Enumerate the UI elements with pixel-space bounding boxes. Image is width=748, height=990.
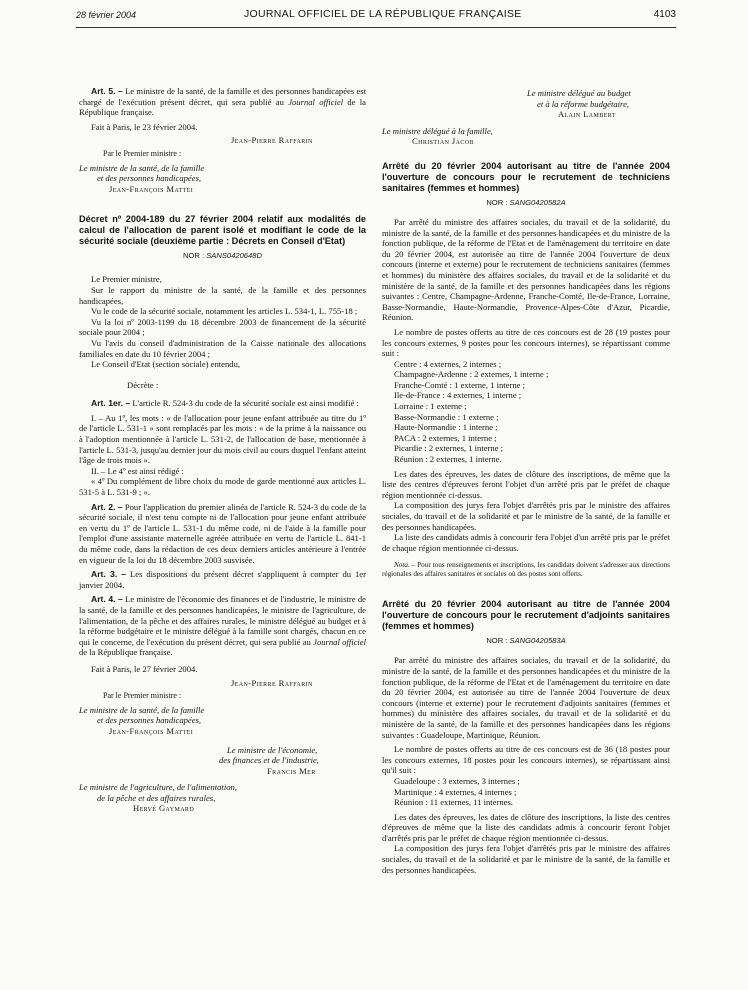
signature-role: et des personnes handicapées, [97, 715, 202, 726]
signature-role: Le ministre délégué à la famille, [382, 125, 493, 136]
preamble-line: Vu la loi nº 2003-1199 du 18 décembre 2003 de financement de la sécurité sociale pour 2004 ; [79, 316, 366, 338]
arrete-1-paragraph: La liste des candidats admis à concourir fera l'objet d'un arrêté pris par le préfet de chaque région mentionnée ci-dessus. [382, 532, 670, 553]
preamble-line: Le Conseil d'Etat (section sociale) entendu, [91, 359, 241, 370]
signature-name: Jean-François Mattei [109, 183, 194, 194]
nota: Nota. – Pour tous renseignements et inscriptions, les candidats doivent s'adresser aux directions régionales des affaires sanitaires et sociales où des postes sont offerts. [382, 561, 670, 579]
decree-nor: NOR : SANS0420648D [183, 251, 262, 261]
signature-name: Francis Mer [267, 765, 316, 776]
decrete: Décrète : [127, 379, 159, 390]
decree-title: Décret nº 2004-189 du 27 février 2004 relatif aux modalités de calcul de l'allocation de parent isolé et modifiant le code de la sécurité sociale (deuxième partie : Décrets en Conseil d'Etat) [79, 214, 366, 247]
arrete-2-list [382, 776, 670, 808]
signature-name: Jean-François Mattei [109, 725, 194, 736]
header-date: 28 février 2004 [76, 10, 137, 20]
right-column [382, 88, 670, 875]
article-1-item-4: « 4º Du complément de libre choix du mode de garde mentionné aux articles L. 531-5 à L. 531-9 ; ». [79, 476, 366, 498]
signature-role: Le ministre de la santé, de la famille [79, 704, 205, 715]
signature-role: de la pêche et des affaires rurales, [97, 792, 216, 803]
header-rule [76, 27, 676, 28]
article-1: Art. 1er. – L'article R. 524-3 du code de la sécurité sociale est ainsi modifié : [91, 398, 359, 409]
list-item: Picardie : 2 externes, 1 interne ; [394, 443, 504, 454]
left-column [79, 86, 366, 814]
list-item: Franche-Comté : 1 externe, 1 interne ; [394, 379, 526, 390]
arrete-1-nor: NOR : SANG0420582A [486, 197, 566, 207]
article-1-part-2: II. – Le 4º est ainsi rédigé : [91, 465, 184, 476]
fait-paris-2: Fait à Paris, le 27 février 2004. [91, 663, 198, 674]
signature-role: et à la réforme budgétaire, [537, 98, 630, 109]
list-item: Réunion : 2 externes, 1 interne. [394, 454, 502, 465]
list-item: Ile-de-France : 4 externes, 1 interne ; [394, 390, 522, 401]
signature-block-2 [79, 678, 366, 815]
page-header [76, 8, 676, 28]
article-4: Art. 4. – Le ministre de l'économie des finances et de l'industrie, le ministre de la santé, de la famille et des personnes handicapées, le ministre de l'agriculture, de l'alimentation, de la pêche et des affaires rurales, le ministre délégué au budget et à la réforme budgétaire et le ministre délégué à la famille sont chargés, chacun en ce qui le concerne, de l'exécution du présent décret, qui sera publié au Journal officiel de la République française. [79, 594, 367, 658]
article-3: Art. 3. – Les dispositions du présent décret s'appliquent à compter du 1er janvier 2004. [79, 569, 366, 590]
signature-role: et des personnes handicapées, [97, 173, 202, 184]
signature-role: Le ministre de l'économie, [227, 744, 318, 755]
arrete-1-paragraph: Le nombre de postes offerts au titre de ces concours est de 28 (19 postes pour les concours externes, 9 postes pour les concours internes), se répartissant comme suit : [382, 326, 670, 359]
journal-title: JOURNAL OFFICIEL DE LA RÉPUBLIQUE FRANÇAISE [244, 8, 522, 20]
arrete-1-list [382, 359, 670, 465]
preamble-line: Sur le rapport du ministre de la santé, de la famille et des personnes handicapées, [79, 284, 366, 306]
arrete-2-paragraph: Le nombre de postes offerts au titre de ces concours est de 36 (18 postes pour les concours externes, 18 postes pour les concours internes), se répartissant ainsi qu'il suit : [382, 744, 670, 776]
signature-name: Christian Jacob [412, 136, 474, 147]
arrete-1-title: Arrêté du 20 février 2004 autorisant au titre de l'année 2004 l'ouverture de concours pour le recrutement de techniciens sanitaires (femmes et hommes) [382, 160, 670, 193]
list-item: PACA : 2 externes, 1 interne ; [394, 432, 497, 443]
list-item: Centre : 4 externes, 2 internes ; [394, 358, 502, 369]
signature-role: des finances et de l'industrie, [219, 755, 319, 766]
signature-name: Jean-Pierre Raffarin [231, 135, 313, 146]
list-item: Basse-Normandie : 1 externe ; [394, 411, 499, 422]
arrete-2-paragraph: Par arrêté du ministre des affaires sociales, du travail et de la solidarité, du ministre de la santé, de la famille et des personnes handicapées et du ministre de la fonction publique, de la réforme de l'Etat et de l'aménagement du territoire en date du 20 février 2004, est autorisée au titre de l'année 2004 l'ouverture de deux concours (interne et externe) pour le recrutement d'adjoints sanitaires (femmes et hommes) du ministère des affaires sociales, du travail et de la solidarité et du ministère de la santé, de la famille et des personnes handicapées dans les régions suivantes : Guadeloupe, Martinique, Réunion. [382, 655, 670, 740]
signature-block-1 [79, 135, 366, 194]
signature-name: Alain Lambert [558, 109, 616, 120]
arrete-1-paragraph: Les dates des épreuves, les dates de clôture des inscriptions, de même que la liste des centres d'épreuves feront l'objet d'un arrêté pris par le préfet de chaque région mentionnée ci-dessus. [382, 468, 670, 500]
arrete-1-paragraph: Par arrêté du ministre des affaires sociales, du travail et de la solidarité, du ministre de la santé, de la famille et des personnes handicapées et du ministre de la fonction publique, de la réforme de l'Etat et de l'aménagement du territoire en date du 20 février 2004, est autorisée au titre de l'année 2004 l'ouverture de deux concours (interne et externe) pour le recrutement de techniciens sanitaires (femmes et hommes) du ministère des affaires sociales, du travail et de la solidarité et du ministère de la santé, de la famille et des personnes handicapées dans les régions suivantes : Centre, Champagne-Ardenne, Franche-Comté, Ile-de-France, Lorraine, Basse-Normandie, Haute-Normandie, Provence-Alpes-Côte d'Azur, Picardie, Réunion. [382, 216, 670, 323]
preamble-line: Vu l'avis du conseil d'administration de la Caisse nationale des allocations familiales en date du 10 février 2004 ; [79, 337, 366, 359]
fait-paris-1: Fait à Paris, le 23 février 2004. [91, 121, 198, 132]
arrete-1-paragraph: La composition des jurys fera l'objet d'arrêtés pris par le ministre des affaires sociales, du travail et de la solidarité et par le ministre de la santé, de la famille et des personnes handicapées. [382, 500, 670, 532]
signature-role: Le ministre de l'agriculture, de l'alimentation, [79, 782, 237, 793]
list-item: Lorraine : 1 externe ; [394, 401, 467, 412]
arrete-2-title: Arrêté du 20 février 2004 autorisant au titre de l'année 2004 l'ouverture de concours pour le recrutement d'adjoints sanitaires (femmes et hommes) [382, 599, 670, 632]
page-number: 4103 [653, 9, 676, 20]
signature-role: Le ministre délégué au budget [527, 88, 631, 98]
list-item: Guadeloupe : 3 externes, 3 internes ; [394, 775, 520, 786]
list-item: Champagne-Ardenne : 2 externes, 1 interne ; [394, 369, 549, 380]
signature-block-3 [382, 88, 670, 147]
article-5: Art. 5. – Le ministre de la santé, de la famille et des personnes handicapées est chargé de l'exécution présent décret, qui sera publié au Journal officiel de la République française. [79, 86, 366, 118]
arrete-2-paragraph: Les dates des épreuves, les dates de clôture des inscriptions, la liste des centres d'épreuves de même que la liste des candidats admis à concourir feront l'objet d'arrêtés pris par le préfet de chaque région mentionnée ci-dessus. [382, 811, 670, 843]
arrete-2-paragraph: La composition des jurys fera l'objet d'arrêtés pris par le ministre des affaires sociales, du travail et de la solidarité et par le ministre de la santé, de la famille et des personnes handicapées. [382, 843, 670, 875]
signature-par: Par le Premier ministre : [103, 148, 182, 158]
signature-name: Hervé Gaymard [133, 803, 195, 814]
arrete-2-nor: NOR : SANG0420583A [486, 636, 566, 646]
article-1-part-1: I. – Au 1º, les mots : « de l'allocation pour jeune enfant attribuée au titre du 1º de l'article L. 531-1 » sont remplacés par les mots : « de la prime à la naissance ou à l'adoption mentionnée à l'article L. 531-2, de l'allocation de base, mentionnée à l'article L. 531-3, jusqu'au dernier jour du mois civil au cours duquel l'enfant atteint l'âge de trois mois ». [79, 412, 366, 466]
list-item: Haute-Normandie : 1 interne ; [394, 422, 498, 433]
list-item: Réunion : 11 externes, 11 internes. [394, 797, 513, 808]
list-item: Martinique : 4 externes, 4 internes ; [394, 786, 517, 797]
signature-name: Jean-Pierre Raffarin [231, 677, 313, 688]
signature-par: Par le Premier ministre : [103, 691, 182, 701]
preamble-line: Le Premier ministre, [91, 274, 162, 285]
preamble-line: Vu le code de la sécurité sociale, notamment les articles L. 534-1, L. 755-18 ; [91, 306, 358, 317]
signature-role: Le ministre de la santé, de la famille [79, 162, 205, 173]
article-2: Art. 2. – Pour l'application du premier alinéa de l'article R. 524-3 du code de la sécurité sociale, il n'est tenu compte ni de l'allocation pour jeune enfant attribuée en vertu du 1º de l'article L. 531-1 du même code, ni de l'aide à la famille pour l'emploi d'une assistante maternelle agréée attribuée en vertu de l'article L. 841-1 du même code, dans la rédaction de ces deux derniers articles antérieure à l'entrée en vigueur de la loi du 18 décembre 2003 susvisée. [79, 501, 367, 565]
